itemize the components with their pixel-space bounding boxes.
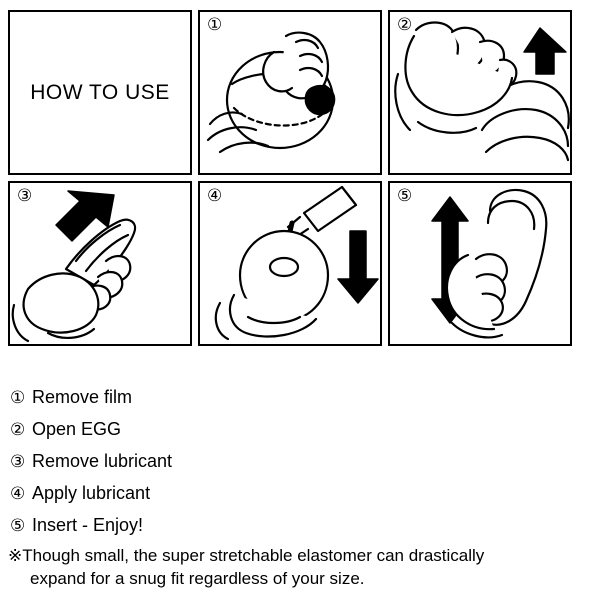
caption-step-2 [10,420,592,438]
caption-2-text: Open EGG [32,419,122,439]
caption-step-5 [10,516,592,534]
caption-4-marker: ④ [10,484,26,503]
panel-2-marker: ② [397,15,413,34]
panel-3-marker: ③ [17,186,33,205]
caption-2-marker: ② [10,420,26,439]
caption-5-marker: ⑤ [10,516,26,535]
panel-title [8,10,192,175]
caption-4-text: Apply lubricant [32,483,151,503]
panel-step-4 [198,181,382,346]
panel-1-marker: ① [207,15,223,34]
panel-step-5 [388,181,572,346]
panel-4-marker: ④ [207,186,223,205]
panel-grid [8,10,592,346]
caption-5-text: Insert - Enjoy! [32,515,144,535]
caption-3-marker: ③ [10,452,26,471]
caption-1-marker: ① [10,388,26,407]
illustration-open-egg [390,12,570,173]
caption-step-1 [10,388,592,406]
panel-5-marker: ⑤ [397,186,413,205]
footnote-line-2: expand for a snug fit regardless of your size. [30,568,365,588]
footnote [8,545,594,591]
page-title: HOW TO USE [30,80,170,104]
illustration-remove-lubricant [10,183,190,344]
illustration-insert-enjoy [390,183,570,344]
step-caption-list [10,388,592,548]
caption-3-text: Remove lubricant [32,451,173,471]
caption-step-4 [10,484,592,502]
panel-step-1 [198,10,382,175]
illustration-apply-lubricant [200,183,380,344]
panel-step-3 [8,181,192,346]
footnote-line-1: ※Though small, the super stretchable elastomer can drastically [8,546,485,565]
caption-1-text: Remove film [32,387,133,407]
panel-step-2 [388,10,572,175]
caption-step-3 [10,452,592,470]
illustration-remove-film [200,12,380,173]
